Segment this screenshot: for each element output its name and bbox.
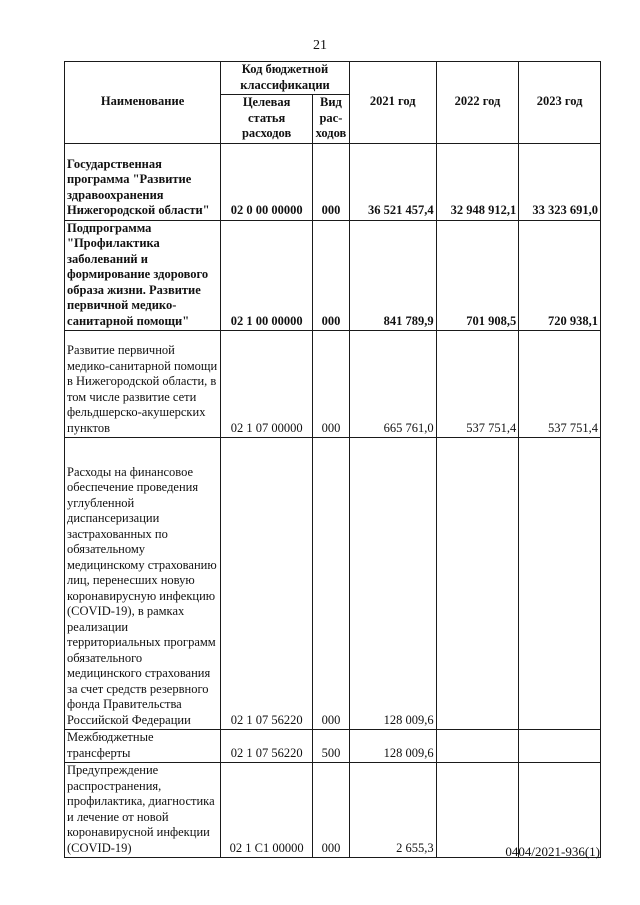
row-name: Межбюджетные трансферты bbox=[65, 730, 221, 763]
row-expense-type: 000 bbox=[313, 143, 350, 220]
row-target-item: 02 1 07 56220 bbox=[221, 730, 313, 763]
row-value-2022: 701 908,5 bbox=[436, 220, 519, 331]
row-value-2021: 841 789,9 bbox=[349, 220, 436, 331]
table-row bbox=[65, 438, 601, 730]
row-expense-type: 000 bbox=[313, 220, 350, 331]
row-name: Подпрограмма "Профилактика заболеваний и формирование здорового образа жизни. Развитие первичной медико-санитарной помощи" bbox=[65, 220, 221, 331]
row-target-item: 02 1 07 00000 bbox=[221, 331, 313, 438]
row-value-2023: 537 751,4 bbox=[519, 331, 601, 438]
row-value-2021: 665 761,0 bbox=[349, 331, 436, 438]
row-value-2022 bbox=[436, 730, 519, 763]
row-target-item: 02 1 00 00000 bbox=[221, 220, 313, 331]
header-name: Наименование bbox=[65, 62, 221, 144]
header-target-item: Целевая статья расходов bbox=[221, 95, 313, 144]
row-target-item: 02 0 00 00000 bbox=[221, 143, 313, 220]
row-name: Государственная программа "Развитие здравоохранения Нижегородской области" bbox=[65, 143, 221, 220]
document-registration-code: 0404/2021-936(1) bbox=[505, 844, 600, 859]
row-target-item: 02 1 07 56220 bbox=[221, 438, 313, 730]
header-year-2023: 2023 год bbox=[519, 62, 601, 144]
header-code-group: Код бюджетной классификации bbox=[221, 62, 350, 95]
row-expense-type: 000 bbox=[313, 438, 350, 730]
row-value-2021: 2 655,3 bbox=[349, 763, 436, 858]
budget-table bbox=[64, 61, 601, 858]
row-value-2021: 128 009,6 bbox=[349, 730, 436, 763]
row-target-item: 02 1 C1 00000 bbox=[221, 763, 313, 858]
header-expense-type: Вид рас-ходов bbox=[313, 95, 350, 144]
row-expense-type: 000 bbox=[313, 331, 350, 438]
row-name: Развитие первичной медико-санитарной помощи в Нижегородской области, в том числе развитие сети фельдшерско-акушерских пунктов bbox=[65, 331, 221, 438]
row-expense-type: 500 bbox=[313, 730, 350, 763]
row-value-2021: 36 521 457,4 bbox=[349, 143, 436, 220]
row-value-2022: 537 751,4 bbox=[436, 331, 519, 438]
header-year-2022: 2022 год bbox=[436, 62, 519, 144]
row-name: Расходы на финансовое обеспечение проведения углубленной диспансеризации застрахованных по обязательному медицинскому страхованию лиц, перенесших новую коронавирусную инфекцию (COVID-19), в рамках реализации территориальных программ обязательного медицинского страхования за счет средств резервного фонда Правительства Российской Федерации bbox=[65, 438, 221, 730]
row-value-2023: 33 323 691,0 bbox=[519, 143, 601, 220]
header-year-2021: 2021 год bbox=[349, 62, 436, 144]
table-row bbox=[65, 730, 601, 763]
row-name: Предупреждение распространения, профилактика, диагностика и лечение от новой коронавирусной инфекции (COVID-19) bbox=[65, 763, 221, 858]
table-row bbox=[65, 220, 601, 331]
table-row bbox=[65, 331, 601, 438]
row-value-2022 bbox=[436, 438, 519, 730]
row-value-2023 bbox=[519, 730, 601, 763]
row-value-2023: 720 938,1 bbox=[519, 220, 601, 331]
row-value-2021: 128 009,6 bbox=[349, 438, 436, 730]
row-expense-type: 000 bbox=[313, 763, 350, 858]
row-value-2023 bbox=[519, 438, 601, 730]
table-row bbox=[65, 143, 601, 220]
page-number: 21 bbox=[313, 38, 327, 53]
row-value-2022: 32 948 912,1 bbox=[436, 143, 519, 220]
